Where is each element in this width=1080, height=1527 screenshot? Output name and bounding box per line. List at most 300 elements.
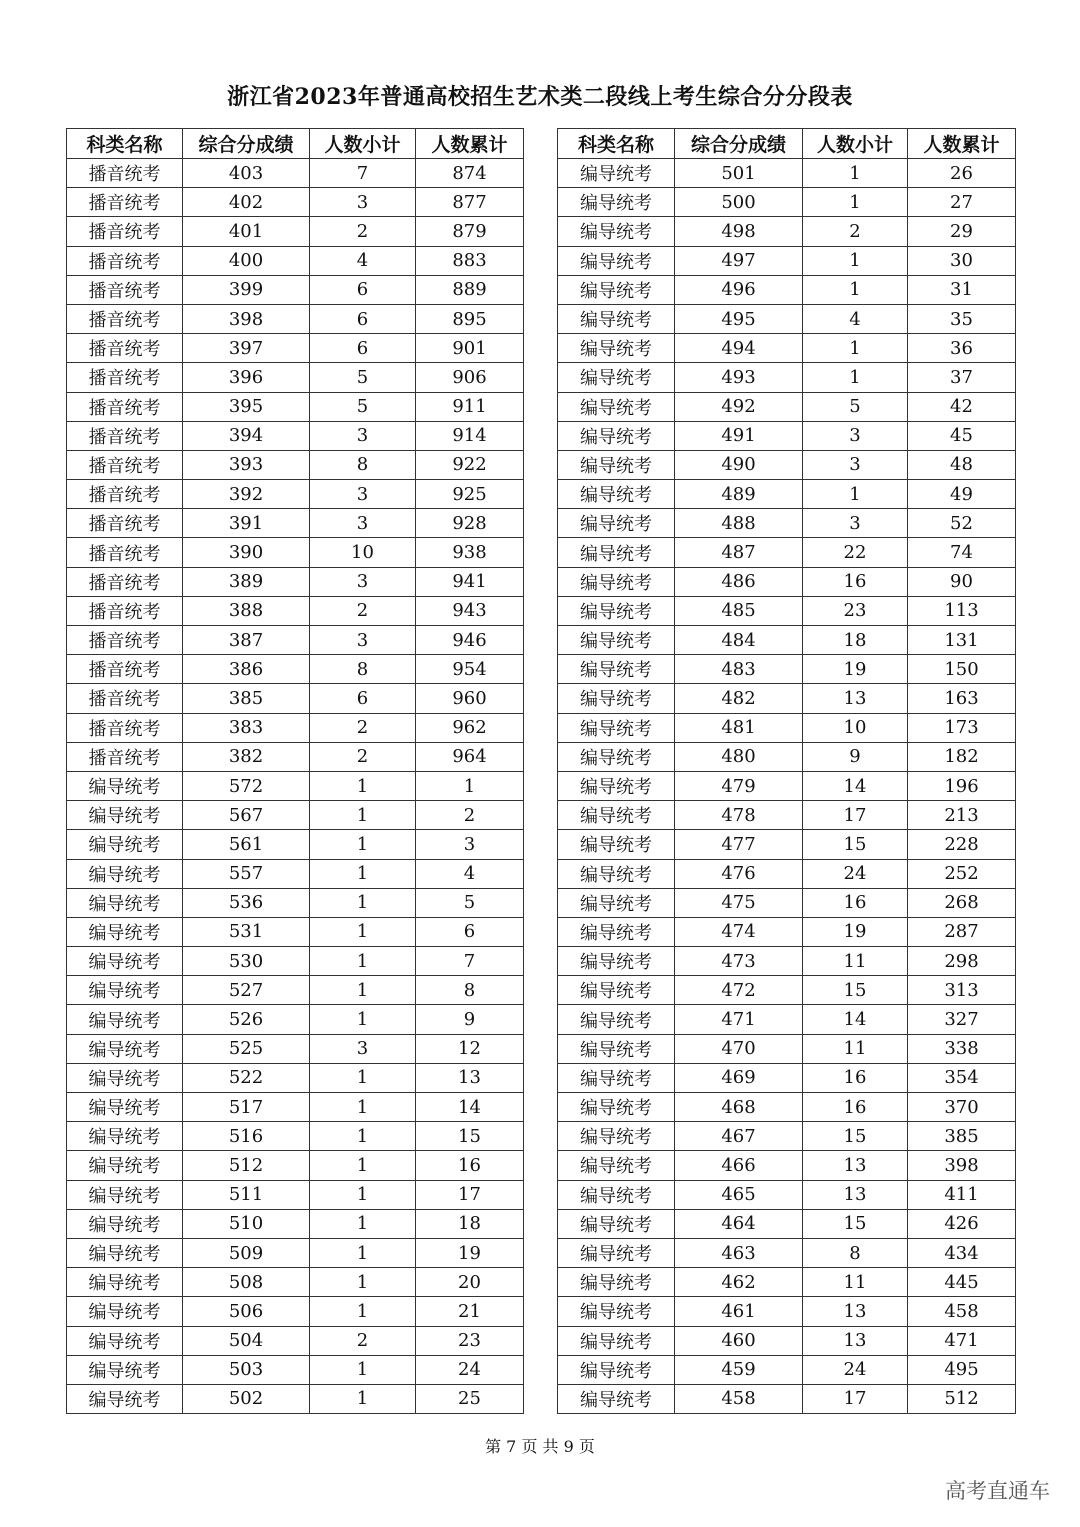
score-cell: 525: [183, 1034, 310, 1063]
cumulative-cell: 512: [908, 1384, 1016, 1413]
score-cell: 526: [183, 1005, 310, 1034]
table-row: [67, 947, 524, 976]
cumulative-cell: 925: [416, 480, 524, 509]
cumulative-cell: 954: [416, 655, 524, 684]
category-cell: 编导统考: [558, 1180, 675, 1209]
header-cumulative: 人数累计: [908, 129, 1016, 159]
cumulative-cell: 42: [908, 392, 1016, 421]
table-row: [67, 1122, 524, 1151]
score-cell: 401: [183, 217, 310, 246]
table-row: [558, 567, 1016, 596]
table-row: [558, 480, 1016, 509]
table-row: [558, 626, 1016, 655]
category-cell: 播音统考: [67, 421, 183, 450]
score-cell: 492: [675, 392, 803, 421]
category-cell: 播音统考: [67, 509, 183, 538]
table-row: [558, 1151, 1016, 1180]
table-row: [67, 1297, 524, 1326]
category-cell: 编导统考: [558, 159, 675, 188]
count-cell: 1: [310, 1151, 416, 1180]
cumulative-cell: 922: [416, 450, 524, 479]
cumulative-cell: 895: [416, 304, 524, 333]
table-row: [558, 1268, 1016, 1297]
table-row: [558, 509, 1016, 538]
score-cell: 465: [675, 1180, 803, 1209]
count-cell: 1: [310, 976, 416, 1005]
table-row: [558, 334, 1016, 363]
score-cell: 503: [183, 1355, 310, 1384]
cumulative-cell: 960: [416, 684, 524, 713]
cumulative-cell: 914: [416, 421, 524, 450]
category-cell: 编导统考: [67, 830, 183, 859]
count-cell: 1: [310, 1355, 416, 1384]
cumulative-cell: 911: [416, 392, 524, 421]
count-cell: 19: [803, 655, 908, 684]
count-cell: 6: [310, 334, 416, 363]
count-cell: 1: [310, 1268, 416, 1297]
score-cell: 522: [183, 1063, 310, 1092]
count-cell: 7: [310, 159, 416, 188]
table-row: [558, 830, 1016, 859]
count-cell: 4: [310, 246, 416, 275]
score-cell: 462: [675, 1268, 803, 1297]
count-cell: 17: [803, 1384, 908, 1413]
category-cell: 播音统考: [67, 742, 183, 771]
table-row: [67, 567, 524, 596]
header-score: 综合分成绩: [675, 129, 803, 159]
score-cell: 485: [675, 596, 803, 625]
table-body-right: [558, 159, 1016, 1414]
score-cell: 472: [675, 976, 803, 1005]
score-cell: 470: [675, 1034, 803, 1063]
cumulative-cell: 354: [908, 1063, 1016, 1092]
category-cell: 播音统考: [67, 246, 183, 275]
cumulative-cell: 48: [908, 450, 1016, 479]
count-cell: 1: [803, 188, 908, 217]
count-cell: 5: [310, 392, 416, 421]
score-cell: 486: [675, 567, 803, 596]
table-row: [558, 392, 1016, 421]
cumulative-cell: 27: [908, 188, 1016, 217]
category-cell: 播音统考: [67, 626, 183, 655]
score-cell: 475: [675, 888, 803, 917]
table-row: [558, 1326, 1016, 1355]
score-cell: 482: [675, 684, 803, 713]
cumulative-cell: 338: [908, 1034, 1016, 1063]
score-cell: 561: [183, 830, 310, 859]
category-cell: 编导统考: [67, 1063, 183, 1092]
score-cell: 496: [675, 275, 803, 304]
score-cell: 460: [675, 1326, 803, 1355]
score-table-left: [66, 128, 524, 1414]
cumulative-cell: 458: [908, 1297, 1016, 1326]
score-cell: 506: [183, 1297, 310, 1326]
cumulative-cell: 23: [416, 1326, 524, 1355]
category-cell: 编导统考: [67, 917, 183, 946]
table-row: [558, 275, 1016, 304]
header-score: 综合分成绩: [183, 129, 310, 159]
header-count: 人数小计: [803, 129, 908, 159]
count-cell: 1: [310, 947, 416, 976]
score-cell: 511: [183, 1180, 310, 1209]
count-cell: 16: [803, 567, 908, 596]
count-cell: 3: [310, 1034, 416, 1063]
count-cell: 17: [803, 801, 908, 830]
category-cell: 编导统考: [558, 392, 675, 421]
category-cell: 播音统考: [67, 334, 183, 363]
table-row: [67, 509, 524, 538]
count-cell: 10: [310, 538, 416, 567]
score-cell: 459: [675, 1355, 803, 1384]
count-cell: 1: [310, 830, 416, 859]
table-row: [558, 217, 1016, 246]
table-row: [67, 917, 524, 946]
table-row: [558, 1180, 1016, 1209]
category-cell: 编导统考: [67, 1355, 183, 1384]
category-cell: 编导统考: [558, 859, 675, 888]
score-cell: 386: [183, 655, 310, 684]
count-cell: 3: [310, 480, 416, 509]
count-cell: 3: [803, 509, 908, 538]
category-cell: 播音统考: [67, 538, 183, 567]
category-cell: 编导统考: [67, 1034, 183, 1063]
count-cell: 4: [803, 304, 908, 333]
category-cell: 编导统考: [67, 1238, 183, 1267]
table-row: [558, 246, 1016, 275]
cumulative-cell: 182: [908, 742, 1016, 771]
table-row: [67, 188, 524, 217]
cumulative-cell: 14: [416, 1093, 524, 1122]
score-cell: 396: [183, 363, 310, 392]
category-cell: 编导统考: [558, 976, 675, 1005]
score-cell: 498: [675, 217, 803, 246]
table-row: [67, 275, 524, 304]
count-cell: 13: [803, 1151, 908, 1180]
category-cell: 编导统考: [67, 1005, 183, 1034]
category-cell: 编导统考: [558, 655, 675, 684]
table-row: [558, 538, 1016, 567]
cumulative-cell: 928: [416, 509, 524, 538]
category-cell: 编导统考: [558, 1209, 675, 1238]
category-cell: 编导统考: [67, 1268, 183, 1297]
category-cell: 编导统考: [558, 188, 675, 217]
table-row: [67, 363, 524, 392]
count-cell: 2: [310, 596, 416, 625]
table-row: [558, 742, 1016, 771]
category-cell: 编导统考: [67, 1297, 183, 1326]
score-cell: 536: [183, 888, 310, 917]
count-cell: 1: [310, 1209, 416, 1238]
table-row: [67, 217, 524, 246]
cumulative-cell: 31: [908, 275, 1016, 304]
count-cell: 14: [803, 1005, 908, 1034]
table-row: [67, 1268, 524, 1297]
score-cell: 387: [183, 626, 310, 655]
table-row: [67, 830, 524, 859]
table-row: [558, 801, 1016, 830]
category-cell: 编导统考: [558, 538, 675, 567]
score-cell: 468: [675, 1093, 803, 1122]
page-title: 浙江省2023年普通高校招生艺术类二段线上考生综合分分段表: [227, 84, 853, 110]
cumulative-cell: 196: [908, 771, 1016, 800]
table-row: [558, 859, 1016, 888]
table-row: [67, 159, 524, 188]
cumulative-cell: 213: [908, 801, 1016, 830]
count-cell: 3: [310, 567, 416, 596]
table-row: [67, 1384, 524, 1413]
score-cell: 504: [183, 1326, 310, 1355]
count-cell: 8: [310, 450, 416, 479]
table-row: [67, 1180, 524, 1209]
count-cell: 1: [310, 771, 416, 800]
count-cell: 1: [803, 246, 908, 275]
cumulative-cell: 8: [416, 976, 524, 1005]
cumulative-cell: 6: [416, 917, 524, 946]
score-cell: 393: [183, 450, 310, 479]
count-cell: 1: [310, 1297, 416, 1326]
score-cell: 509: [183, 1238, 310, 1267]
cumulative-cell: 9: [416, 1005, 524, 1034]
table-row: [558, 917, 1016, 946]
cumulative-cell: 434: [908, 1238, 1016, 1267]
table-row: [558, 1209, 1016, 1238]
count-cell: 11: [803, 1268, 908, 1297]
category-cell: 播音统考: [67, 217, 183, 246]
cumulative-cell: 4: [416, 859, 524, 888]
count-cell: 5: [803, 392, 908, 421]
table-row: [558, 888, 1016, 917]
table-row: [67, 304, 524, 333]
category-cell: 编导统考: [558, 217, 675, 246]
cumulative-cell: 883: [416, 246, 524, 275]
score-cell: 400: [183, 246, 310, 275]
cumulative-cell: 938: [416, 538, 524, 567]
category-cell: 编导统考: [67, 1326, 183, 1355]
table-row: [558, 684, 1016, 713]
table-row: [558, 1122, 1016, 1151]
table-row: [67, 801, 524, 830]
count-cell: 10: [803, 713, 908, 742]
table-row: [558, 1297, 1016, 1326]
category-cell: 编导统考: [558, 1122, 675, 1151]
category-cell: 编导统考: [558, 888, 675, 917]
score-cell: 488: [675, 509, 803, 538]
score-cell: 476: [675, 859, 803, 888]
category-cell: 播音统考: [67, 655, 183, 684]
count-cell: 1: [310, 1063, 416, 1092]
category-cell: 编导统考: [67, 1093, 183, 1122]
watermark: 高考直通车: [945, 1479, 1050, 1503]
table-row: [558, 421, 1016, 450]
score-cell: 389: [183, 567, 310, 596]
count-cell: 3: [310, 626, 416, 655]
category-cell: 编导统考: [67, 1151, 183, 1180]
table-row: [67, 334, 524, 363]
cumulative-cell: 877: [416, 188, 524, 217]
count-cell: 2: [310, 1326, 416, 1355]
table-row: [558, 1238, 1016, 1267]
count-cell: 9: [803, 742, 908, 771]
score-cell: 479: [675, 771, 803, 800]
cumulative-cell: 2: [416, 801, 524, 830]
score-cell: 508: [183, 1268, 310, 1297]
cumulative-cell: 173: [908, 713, 1016, 742]
table-row: [558, 1034, 1016, 1063]
cumulative-cell: 45: [908, 421, 1016, 450]
score-cell: 382: [183, 742, 310, 771]
cumulative-cell: 426: [908, 1209, 1016, 1238]
category-cell: 编导统考: [558, 421, 675, 450]
count-cell: 24: [803, 859, 908, 888]
category-cell: 编导统考: [558, 480, 675, 509]
header-cumulative: 人数累计: [416, 129, 524, 159]
score-cell: 510: [183, 1209, 310, 1238]
score-cell: 516: [183, 1122, 310, 1151]
category-cell: 编导统考: [558, 304, 675, 333]
category-cell: 编导统考: [558, 363, 675, 392]
category-cell: 编导统考: [558, 450, 675, 479]
count-cell: 6: [310, 275, 416, 304]
cumulative-cell: 901: [416, 334, 524, 363]
header-count: 人数小计: [310, 129, 416, 159]
score-cell: 489: [675, 480, 803, 509]
category-cell: 编导统考: [558, 567, 675, 596]
score-cell: 484: [675, 626, 803, 655]
table-row: [558, 159, 1016, 188]
page-footer: 第 7 页 共 9 页: [485, 1437, 595, 1456]
count-cell: 13: [803, 1297, 908, 1326]
cumulative-cell: 20: [416, 1268, 524, 1297]
category-cell: 播音统考: [67, 363, 183, 392]
score-cell: 502: [183, 1384, 310, 1413]
cumulative-cell: 17: [416, 1180, 524, 1209]
count-cell: 24: [803, 1355, 908, 1384]
score-cell: 474: [675, 917, 803, 946]
category-cell: 编导统考: [558, 1297, 675, 1326]
table-row: [67, 1063, 524, 1092]
table-header-row: [67, 129, 524, 159]
score-cell: 473: [675, 947, 803, 976]
cumulative-cell: 411: [908, 1180, 1016, 1209]
category-cell: 播音统考: [67, 392, 183, 421]
category-cell: 编导统考: [67, 1122, 183, 1151]
table-row: [67, 976, 524, 1005]
cumulative-cell: 879: [416, 217, 524, 246]
table-row: [67, 1355, 524, 1384]
count-cell: 3: [310, 188, 416, 217]
cumulative-cell: 252: [908, 859, 1016, 888]
category-cell: 编导统考: [67, 976, 183, 1005]
score-cell: 402: [183, 188, 310, 217]
count-cell: 2: [310, 217, 416, 246]
category-cell: 编导统考: [67, 888, 183, 917]
score-cell: 494: [675, 334, 803, 363]
category-cell: 编导统考: [67, 859, 183, 888]
score-cell: 403: [183, 159, 310, 188]
table-row: [558, 947, 1016, 976]
table-row: [67, 1151, 524, 1180]
table-row: [67, 742, 524, 771]
table-row: [67, 246, 524, 275]
category-cell: 播音统考: [67, 713, 183, 742]
category-cell: 播音统考: [67, 159, 183, 188]
category-cell: 编导统考: [558, 771, 675, 800]
cumulative-cell: 37: [908, 363, 1016, 392]
category-cell: 编导统考: [558, 684, 675, 713]
table-row: [67, 421, 524, 450]
count-cell: 1: [803, 159, 908, 188]
count-cell: 3: [310, 509, 416, 538]
count-cell: 1: [310, 801, 416, 830]
score-cell: 398: [183, 304, 310, 333]
score-cell: 501: [675, 159, 803, 188]
table-row: [558, 1063, 1016, 1092]
cumulative-cell: 24: [416, 1355, 524, 1384]
score-cell: 517: [183, 1093, 310, 1122]
table-row: [558, 1005, 1016, 1034]
score-cell: 495: [675, 304, 803, 333]
table-row: [67, 1209, 524, 1238]
table-row: [67, 888, 524, 917]
cumulative-cell: 298: [908, 947, 1016, 976]
score-cell: 572: [183, 771, 310, 800]
score-cell: 477: [675, 830, 803, 859]
cumulative-cell: 150: [908, 655, 1016, 684]
table-row: [558, 655, 1016, 684]
cumulative-cell: 3: [416, 830, 524, 859]
table-row: [67, 1238, 524, 1267]
count-cell: 8: [803, 1238, 908, 1267]
count-cell: 22: [803, 538, 908, 567]
count-cell: 11: [803, 1034, 908, 1063]
table-row: [67, 538, 524, 567]
count-cell: 18: [803, 626, 908, 655]
category-cell: 编导统考: [558, 801, 675, 830]
category-cell: 编导统考: [558, 1034, 675, 1063]
cumulative-cell: 18: [416, 1209, 524, 1238]
cumulative-cell: 313: [908, 976, 1016, 1005]
cumulative-cell: 21: [416, 1297, 524, 1326]
cumulative-cell: 19: [416, 1238, 524, 1267]
table-row: [558, 1355, 1016, 1384]
category-cell: 播音统考: [67, 450, 183, 479]
count-cell: 13: [803, 684, 908, 713]
cumulative-cell: 946: [416, 626, 524, 655]
score-cell: 531: [183, 917, 310, 946]
category-cell: 编导统考: [67, 801, 183, 830]
count-cell: 3: [310, 421, 416, 450]
cumulative-cell: 385: [908, 1122, 1016, 1151]
table-body-left: [67, 159, 524, 1414]
table-row: [558, 450, 1016, 479]
cumulative-cell: 15: [416, 1122, 524, 1151]
cumulative-cell: 90: [908, 567, 1016, 596]
count-cell: 2: [310, 713, 416, 742]
cumulative-cell: 906: [416, 363, 524, 392]
count-cell: 1: [803, 334, 908, 363]
score-cell: 461: [675, 1297, 803, 1326]
score-cell: 478: [675, 801, 803, 830]
table-row: [558, 188, 1016, 217]
score-cell: 394: [183, 421, 310, 450]
score-cell: 527: [183, 976, 310, 1005]
score-cell: 390: [183, 538, 310, 567]
score-cell: 391: [183, 509, 310, 538]
category-cell: 编导统考: [67, 1180, 183, 1209]
score-cell: 399: [183, 275, 310, 304]
score-cell: 392: [183, 480, 310, 509]
score-cell: 487: [675, 538, 803, 567]
